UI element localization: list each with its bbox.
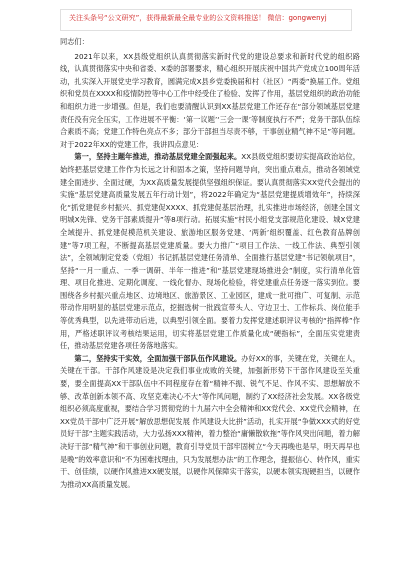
paragraph-text: XX县级党组织要切实提高政治站位，始终把基层党建工作作为长远之计和固本之策，坚持问题导向，突出重点难点，推动各领域党建全面进步、全面过硬，为XX高质量发展提供坚强组织保证。要认真贯彻落实XX党代会提出的实施“基层党建高质量发展五年行动计划”，将2022年确定为“基层党建提质增效年”，持续深化“抓党建促乡村振兴、抓党建促XXXX、抓党建促基层治理，扎实推进市场经济，创建全国文明城X先锋、党务干部素质提升”等8项行动。拓展实施“村民小组党支部规范化建设、城X党建全域提升、抓党建促模范机关建设、旅游地区服务党建、‘两新’组织覆盖、红色教育品牌创建”等7项工程，不断提高基层党建质量。要大力推广“项目工作法、一线工作法、典型引领法”，全领域制定党委（党组）书记抓基层党建任务清单、全面推行基层党建“书记领航项目”，坚持“一月一重点、一季一调研、半年一推进”和“基层党建现场推进会”制度，实行清单化管理、项目化推进、定期化调度、一线化督办、现场化检验，将党建重点任务逐一落实到位。要围绕各乡村振兴重点地区、边境地区、旅游景区、工业园区，建成一批可推广、可复制、示范带动作用明显的基层党建示范点，挖掘选树一批践宣带头人、守边卫士、工作标兵、岗位能手等优秀典型，以先进带动后进，以典型引领全面。要着力发挥党建述职评议考核的“指挥棒”作用，严格述职评议考核结果运用，切实将基层党建工作质量化成“硬指标”，全面压实党建责任，推动基层党建各项任务落地落实。 xyxy=(60,152,361,351)
paragraph-heading: 第二，坚持实干实效，全面加强干部队伍作风建设。 xyxy=(74,353,242,363)
header-banner xyxy=(60,9,352,31)
paragraph-text: 2021年以来，XX县级党组织认真贯彻落实新时代党的建设总要求和新时代党的组织路线，认真贯彻落实中央和省委、X委的部署要求，精心组织开展庆祝中国共产党成立100周年活动，扎实深入开展党史学习教育，圆满完成X县乡党委换届和村（社区）“两委”换届工作。党组织和党员在XXXX和疫情防控等中心工作中经受住了检验、发挥了作用，基层党组织的政治功能和组织力进一步增强。但是，我们也要清醒认识到XX基层党建工作还存在“部分领域基层党建责任没有完全压实，工作进展不平衡：‘第一议题’‘三会一课’等制度执行不严；党务干部队伍综合素质不高；党建工作特色亮点不多；部分干部担当尽责不够，干事创业精气神不足”等问题。对于2022年XX的党建工作，我讲四点意见： xyxy=(60,51,361,149)
paragraph-first-point xyxy=(60,151,360,353)
paragraph-intro xyxy=(60,51,360,152)
banner-text: 关注头条号“公文研究”，获得最新最全最专业的公文资料推送！ 微信：gongwenyj xyxy=(69,14,327,22)
paragraph-text: 办好XX的事，关键在党，关键在人，关键在干部。干部作风建设是决定我们事业成败的关键，加强新形势下干部作风建设至关重要，要全面提高XX干部队伍中不同程度存在着“精神不振、锐气不足、作风不实、思想解放不够、改革创新本领不高、攻坚克难决心不大”等作风问题，制约了XX经济社会发展。XX各级党组织必须高度重视，要结合学习贯彻党的十九届六中全会精神和XX党代会、XX党代会精神，在XX党员干部中广泛开展“解放思想促发展 作风建设大比拼”活动，扎实开展“争做XXX式的好党员好干部”主题实践活动，大力弘扬XXX精神，着力整治“庸懒散软拖”等作风突出问题，着力解决好干部“精气神”和干事创业问题，教育引导党员干部牢固树立“今天再晚也是早，明天再早也是晚”的效率意识和“不为困难找理由，只为发展想办法”的工作理念，提振信心、转作风，重实干、创佳绩，以硬作风推进XX硬发展，以硬作风保障实干落实，以硬本领实现硬担当，以硬作为推动XX高质量发展。 xyxy=(60,353,361,489)
paragraph-heading: 第一，坚持主题年推进，推动基层党建全面强起来。 xyxy=(74,152,242,162)
document-body xyxy=(60,36,360,491)
paragraph-second-point xyxy=(60,353,360,492)
salutation: 同志们： xyxy=(60,37,89,46)
